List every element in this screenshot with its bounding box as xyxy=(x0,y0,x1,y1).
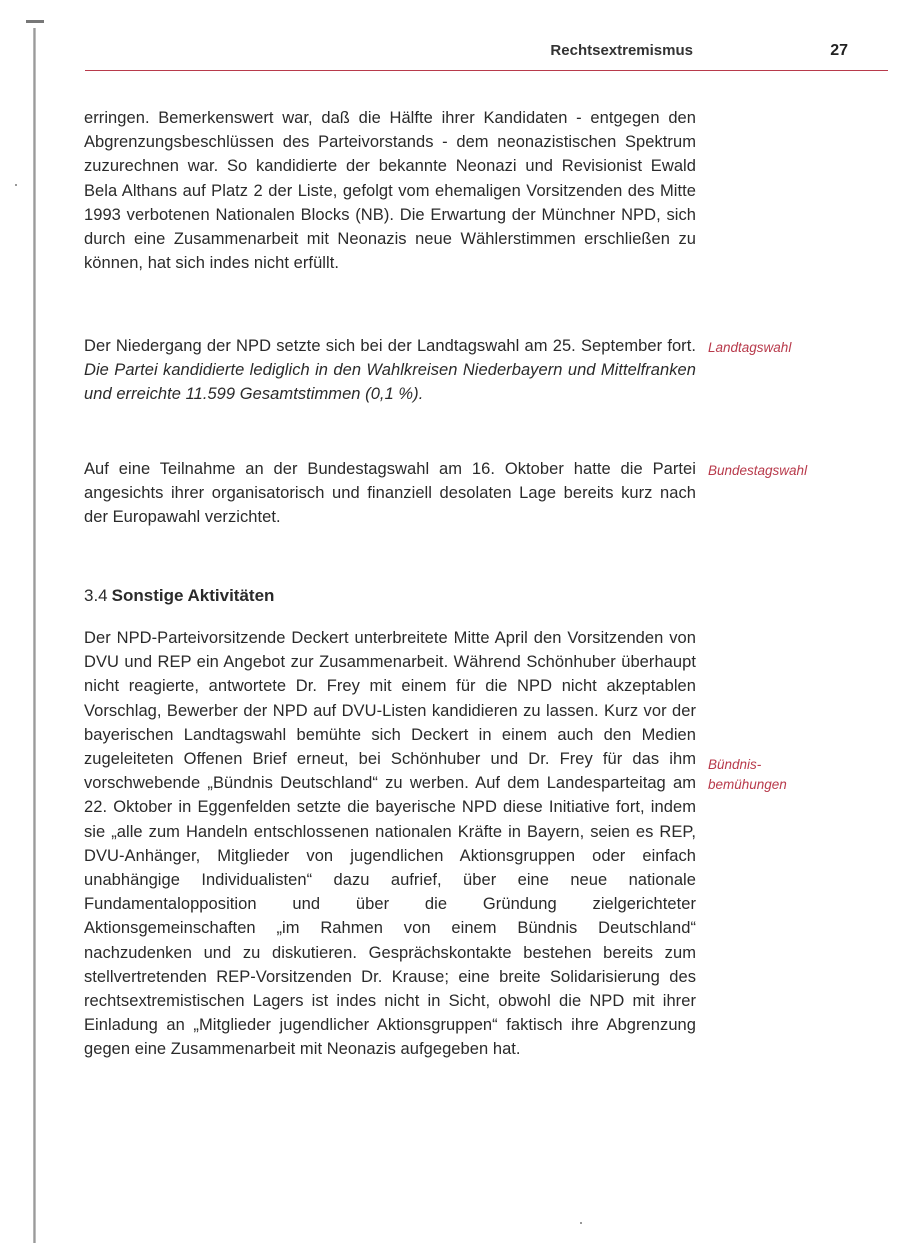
binding-mark xyxy=(26,20,44,23)
paragraph-3: Auf eine Teilnahme an der Bundestagswahl am 16. Oktober hatte die Partei angesichts ihrer organisatorisch und finanziell desolaten Lage bereits kurz nach der Europawahl verzichtet. xyxy=(84,460,696,527)
running-head: Rechtsextremismus xyxy=(550,42,693,59)
margin-note-line-2: bemühungen xyxy=(708,777,787,792)
paragraph-4: Der NPD-Parteivorsitzende Deckert unterbreitete Mitte April den Vorsitzenden von DVU und REP ein Angebot zur Zusammenarbeit. Während Schönhuber überhaupt nicht reagierte, antwortete Dr. Frey mit einem für die NPD nicht akzeptablen Vorschlag, Bewerber der NPD auf DVU-Listen kandidieren zu lassen. Kurz vor der bayerischen Landtagswahl bemühte sich Deckert in einem auch den Medien zugeleiteten Offenen Brief erneut, bei Schönhuber und Dr. Frey für das ihm vorschwebende „Bündnis Deutschland“ zu werben. Auf dem Landesparteitag am 22. Oktober in Eggenfelden setzte die bayerische NPD diese Initiative fort, indem sie „alle zum Handeln entschlossenen nationalen Kräfte in Bayern, seien es REP, DVU-Anhänger, Mitglieder von jugendlichen Aktionsgruppen oder einfach unabhängige Individualisten“ dazu aufrief, über eine neue nationale Fundamentalopposition und über die Gründung zielgerichteter Aktionsgemeinschaften „im Rahmen von einem Bündnis Deutschland“ nachzudenken und zu diskutieren. Gesprächskontakte bestehen bereits zum stellvertretenden REP-Vorsitzenden Dr. Krause; eine breite Solidarisierung des rechtsextremistischen Lagers ist indes nicht in Sicht, obwohl die NPD mit ihrer Einladung an „Mitglieder jugendlicher Aktionsgruppen“ faktisch ihre Abgrenzung gegen eine Zusammenarbeit mit Neonazis aufgegeben hat. xyxy=(84,629,696,1059)
page-header xyxy=(85,40,888,71)
margin-note-buendnisbemuehungen xyxy=(708,755,858,795)
section-number: 3.4 xyxy=(84,586,108,605)
margin-note-line-1: Bündnis- xyxy=(708,757,762,772)
scan-speck xyxy=(580,1222,582,1224)
paragraph-2-part-b: Die Partei kandidierte lediglich in den Wahlkreisen Niederbayern und Mittelfranken und erreichte 11.599 Gesamtstimmen (0,1 %). xyxy=(84,361,696,404)
page-binding-edge xyxy=(33,28,36,1243)
paragraph-2-part-a: Der Niedergang der NPD setzte sich bei der Landtagswahl am 25. September fort. xyxy=(84,337,696,355)
paragraph-2 xyxy=(84,334,696,407)
scan-speck xyxy=(15,184,17,186)
paragraph-1: erringen. Bemerkenswert war, daß die Hälfte ihrer Kandidaten - entgegen den Abgrenzungsbeschlüssen des Parteivorstands - dem neonazistischen Spektrum zuzurechnen war. So kandidierte der bekannte Neonazi und Revisionist Ewald Bela Althans auf Platz 2 der Liste, gefolgt vom ehemaligen Vorsitzenden des Mitte 1993 verbotenen Nationalen Blocks (NB). Die Erwartung der Münchner NPD, sich durch eine Zusammenarbeit mit Neonazis neue Wählerstimmen erschließen zu können, hat sich indes nicht erfüllt. xyxy=(84,109,696,273)
section-heading xyxy=(84,586,274,606)
margin-note-bundestagswahl: Bundestagswahl xyxy=(708,463,808,478)
section-title: Sonstige Aktivitäten xyxy=(111,586,275,605)
page-number: 27 xyxy=(830,42,848,59)
margin-note-landtagswahl: Landtagswahl xyxy=(708,340,792,355)
